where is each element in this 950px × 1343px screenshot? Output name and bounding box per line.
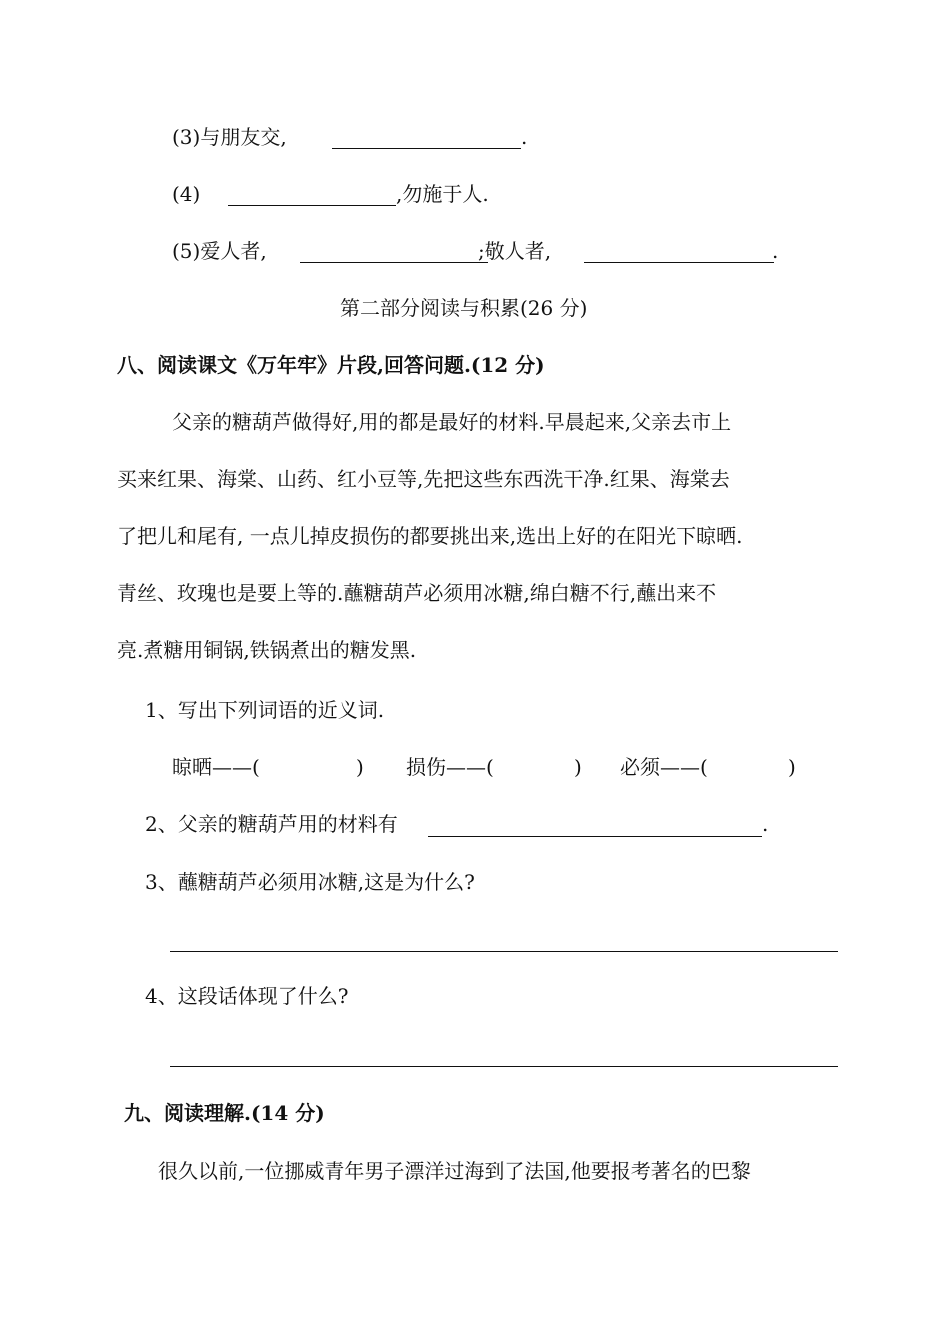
synonym-3-close: )	[788, 755, 796, 779]
item-3-prefix: (3)与朋友交,	[172, 125, 287, 149]
section-8-heading: 八、阅读课文《万年牢》片段,回答问题.(12 分)	[117, 353, 545, 377]
item-5-blank-1[interactable]	[300, 262, 488, 263]
question-2-suffix: .	[762, 812, 769, 836]
passage-8-line: 了把儿和尾有, 一点儿掉皮损伤的都要挑出来,选出上好的在阳光下晾晒.	[117, 524, 743, 548]
question-3-text: 3、蘸糖葫芦必须用冰糖,这是为什么?	[145, 870, 475, 894]
item-4-blank[interactable]	[228, 205, 396, 206]
question-1-text: 1、写出下列词语的近义词.	[145, 698, 385, 722]
question-3-answer-line[interactable]	[170, 951, 838, 952]
item-5-suffix: .	[772, 239, 779, 263]
question-4-text: 4、这段话体现了什么?	[145, 984, 349, 1008]
passage-9-line: 很久以前,一位挪威青年男子漂洋过海到了法国,他要报考著名的巴黎	[158, 1159, 751, 1183]
item-3-blank[interactable]	[332, 148, 521, 149]
passage-8-line: 亮.煮糖用铜锅,铁锅煮出的糖发黑.	[117, 638, 417, 662]
passage-8-line: 买来红果、海棠、山药、红小豆等,先把这些东西洗干净.红果、海棠去	[117, 467, 730, 491]
synonym-1-label: 晾晒——(	[172, 755, 260, 779]
synonym-1-close: )	[356, 755, 364, 779]
passage-8-line: 父亲的糖葫芦做得好,用的都是最好的材料.早晨起来,父亲去市上	[172, 410, 732, 434]
item-3-suffix: .	[521, 125, 528, 149]
question-2-blank[interactable]	[428, 836, 762, 837]
synonym-3-label: 必须——(	[620, 755, 708, 779]
item-5-mid: ;敬人者,	[478, 239, 552, 263]
item-4-prefix: (4)	[172, 182, 201, 206]
item-5-blank-2[interactable]	[584, 262, 774, 263]
section-9-heading: 九、阅读理解.(14 分)	[124, 1101, 325, 1125]
question-4-answer-line[interactable]	[170, 1066, 838, 1067]
part-2-title: 第二部分阅读与积累(26 分)	[340, 296, 588, 320]
item-5-prefix: (5)爱人者,	[172, 239, 267, 263]
synonym-2-label: 损伤——(	[406, 755, 494, 779]
passage-8-line: 青丝、玫瑰也是要上等的.蘸糖葫芦必须用冰糖,绵白糖不行,蘸出来不	[117, 581, 717, 605]
question-2-text: 2、父亲的糖葫芦用的材料有	[145, 812, 398, 836]
synonym-2-close: )	[574, 755, 582, 779]
item-4-suffix: ,勿施于人.	[396, 182, 489, 206]
